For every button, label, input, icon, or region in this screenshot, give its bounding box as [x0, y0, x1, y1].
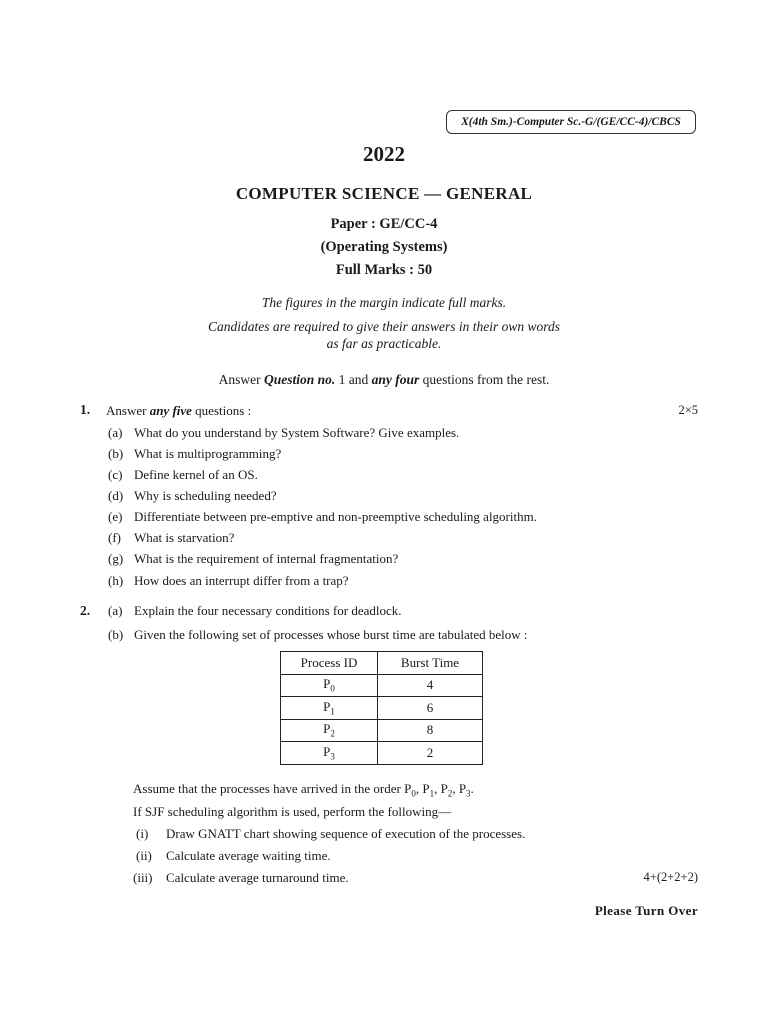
- table-header-row: [281, 652, 483, 675]
- q1-item-a: (a) What do you understand by System Software? Give examples.: [108, 425, 460, 440]
- process-id-cell: $P_1$: [281, 697, 378, 720]
- question-1-marks: 2×5: [678, 403, 698, 417]
- process-id-cell: $P_2$: [281, 719, 378, 742]
- table-row: [281, 742, 483, 765]
- burst-time-cell: 8: [378, 719, 483, 742]
- exam-year: 2022: [363, 142, 405, 166]
- burst-time-cell: 2: [378, 742, 483, 765]
- q2-part-b: (b) Given the following set of processes whose burst time are tabulated below :: [108, 627, 528, 642]
- table-header-process-id: Process ID: [281, 652, 378, 675]
- note-margin-marks: The figures in the margin indicate full marks.: [261, 295, 507, 310]
- question-2-marks: 4+(2+2+2): [643, 870, 698, 884]
- q2-sub-iii: (iii) Calculate average turnaround time.: [133, 870, 349, 885]
- instruction-emphasis-question: Question no.: [263, 372, 336, 387]
- answer-instruction: Answer Question no. 1 and any four questions from the rest.: [218, 372, 550, 387]
- q1-item-f: (f) What is starvation?: [108, 530, 235, 545]
- paper-code: X(4th Sm.)-Computer Sc.-G/(GE/CC-4)/CBCS: [461, 116, 681, 128]
- question-2-number: 2.: [80, 603, 91, 618]
- paper-code-title: Paper : GE/CC-4: [330, 216, 438, 232]
- burst-time-cell: 6: [378, 697, 483, 720]
- table-row: [281, 674, 483, 697]
- question-1-text: Answer any five questions :: [106, 403, 252, 418]
- q1-item-b: (b) What is multiprogramming?: [108, 446, 282, 461]
- q1-item-c: (c) Define kernel of an OS.: [108, 467, 258, 482]
- full-marks: Full Marks : 50: [335, 262, 433, 278]
- subject-title: COMPUTER SCIENCE — GENERAL: [235, 184, 533, 203]
- table-header-burst-time: Burst Time: [378, 652, 483, 675]
- burst-time-cell: 4: [378, 674, 483, 697]
- q2-sub-ii: (ii) Calculate average waiting time.: [136, 848, 331, 863]
- note-own-words: Candidates are required to give their answers in their own words: [208, 319, 560, 334]
- instruction-emphasis-any-four: any four: [371, 372, 420, 387]
- table-row: [281, 719, 483, 742]
- q2-part-a: (a) Explain the four necessary conditions for deadlock.: [108, 603, 402, 618]
- q1-item-e: (e) Differentiate between pre-emptive and non-preemptive scheduling algorithm.: [108, 509, 537, 524]
- question-1-number: 1.: [80, 402, 91, 417]
- q2-sub-i: (i) Draw GNATT chart showing sequence of execution of the processes.: [136, 826, 526, 841]
- q1-item-h: (h) How does an interrupt differ from a trap?: [108, 573, 349, 588]
- note-practicable: as far as practicable.: [326, 336, 442, 351]
- q1-item-d: (d) Why is scheduling needed?: [108, 488, 277, 503]
- process-id-cell: $P_0$: [281, 674, 378, 697]
- paper-topic: (Operating Systems): [320, 239, 448, 255]
- q2-sjf-statement: If SJF scheduling algorithm is used, perform the following—: [133, 804, 452, 819]
- table-row: [281, 697, 483, 720]
- q2-arrival-order: Assume that the processes have arrived in the order $P_0$, $P_1$, $P_2$, $P_3$.: [133, 781, 474, 799]
- paper-code-box: [446, 110, 696, 134]
- burst-time-table: [280, 651, 483, 765]
- q1-item-g: (g) What is the requirement of internal fragmentation?: [108, 551, 399, 566]
- please-turn-over: Please Turn Over: [594, 903, 698, 918]
- process-id-cell: $P_3$: [281, 742, 378, 765]
